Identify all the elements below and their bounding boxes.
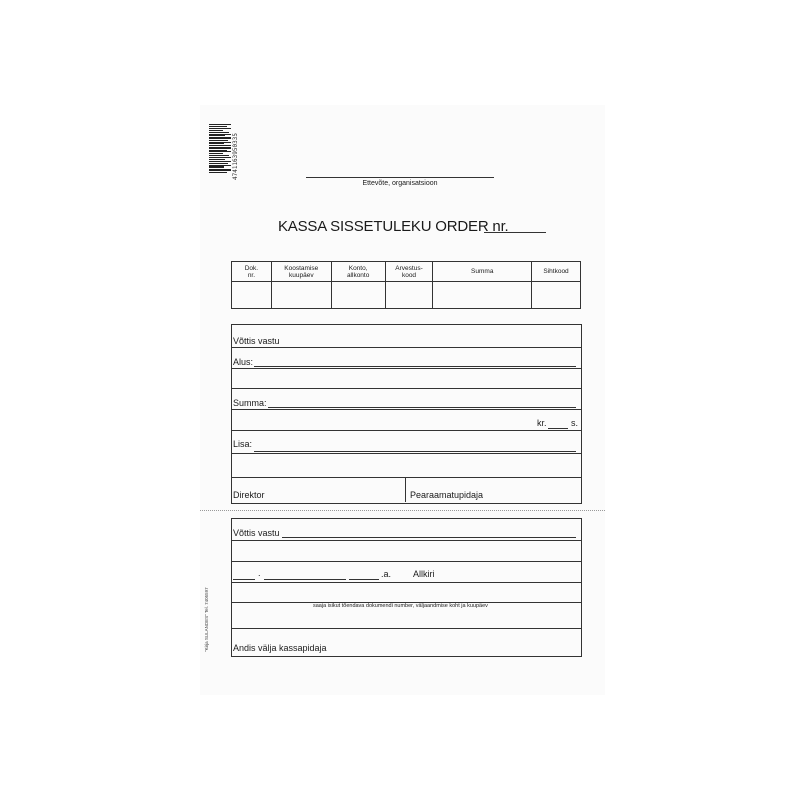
barcode-bar	[209, 126, 227, 127]
barcode-bar	[209, 172, 227, 173]
lisa-field[interactable]	[254, 451, 576, 452]
barcode-digits: 4741163950335	[232, 133, 239, 180]
date-year-suffix: .a.	[381, 569, 392, 579]
row-divider	[231, 561, 581, 562]
kr-label: kr.	[537, 418, 547, 428]
tear-off-line	[200, 510, 605, 511]
cell-dok-nr[interactable]	[232, 282, 272, 309]
row-divider	[231, 582, 581, 583]
barcode-graphic	[209, 124, 231, 180]
org-label: Ettevõte, organisatsioon	[362, 180, 438, 187]
document-table	[231, 261, 581, 309]
barcode-bar	[209, 161, 231, 162]
table-row	[232, 282, 581, 309]
form-title: KASSA SISSETULEKU ORDER nr.	[278, 218, 509, 235]
col-konto-allkonto: Konto, allkonto	[331, 262, 385, 282]
summa-field[interactable]	[268, 407, 576, 408]
alus-label: Alus:	[233, 357, 254, 367]
id-document-note: saaja isikut tõendava dokumendi number, väljaandmise koht ja kuupäev	[313, 603, 488, 609]
col-koostamise-kuupaev: Koostamise kuupäev	[271, 262, 331, 282]
barcode-bar	[209, 132, 229, 133]
receipt-stub-box	[231, 518, 582, 657]
cell-arvestuskood[interactable]	[385, 282, 433, 309]
row-divider	[231, 430, 581, 431]
table-header-row	[232, 262, 581, 282]
barcode-bar	[209, 124, 231, 125]
row-divider	[231, 409, 581, 410]
lisa-label: Lisa:	[233, 439, 253, 449]
barcode-bar	[209, 145, 231, 146]
row-divider	[231, 347, 581, 348]
col-summa: Summa	[433, 262, 532, 282]
row-divider	[231, 388, 581, 389]
date-day-field[interactable]	[233, 579, 255, 580]
row-divider	[231, 477, 581, 478]
cell-sihtkood[interactable]	[532, 282, 581, 309]
barcode-bar	[209, 137, 231, 139]
allkiri-label: Allkiri	[413, 569, 435, 579]
barcode-bar	[209, 153, 223, 154]
org-signature-line	[306, 177, 494, 178]
col-arvestuskood: Arvestus- kood	[385, 262, 433, 282]
barcode-bar	[209, 134, 231, 135]
barcode-bar	[209, 169, 231, 170]
cell-konto[interactable]	[331, 282, 385, 309]
signature-divider	[405, 477, 406, 502]
barcode-bar	[209, 140, 228, 141]
barcode-bar	[209, 135, 225, 136]
vottis-vastu-label: Võttis vastu	[233, 336, 280, 346]
date-year-field[interactable]	[349, 579, 379, 580]
barcode-bar	[209, 128, 231, 130]
barcode-bar	[209, 170, 231, 171]
barcode-bar	[209, 147, 231, 149]
barcode-bar	[209, 165, 231, 166]
row-divider	[231, 628, 581, 629]
col-sihtkood: Sihtkood	[532, 262, 581, 282]
row-divider	[231, 453, 581, 454]
date-dot: .	[258, 568, 261, 578]
pearaamatupidaja-label: Pearaamatupidaja	[410, 490, 484, 500]
row-divider	[231, 540, 581, 541]
barcode-bar	[209, 150, 227, 151]
cell-kuupaev[interactable]	[271, 282, 331, 309]
barcode-bar	[209, 163, 228, 164]
summa-label: Summa:	[233, 398, 267, 408]
barcode-bar	[209, 143, 224, 144]
s-label: s.	[571, 418, 579, 428]
barcode-bar	[209, 142, 231, 143]
date-month-field[interactable]	[264, 579, 346, 580]
cell-summa[interactable]	[433, 282, 532, 309]
kr-field[interactable]	[548, 428, 568, 429]
barcode-bar	[209, 130, 223, 131]
barcode-bar	[209, 157, 231, 158]
col-dok-nr: Dok. nr.	[232, 262, 272, 282]
barcode-bar	[209, 155, 229, 157]
barcode-bar	[209, 166, 224, 168]
direktor-label: Direktor	[233, 490, 265, 500]
barcode-bar	[209, 159, 225, 160]
row-divider	[231, 368, 581, 369]
andis-label: Andis välja kassapidaja	[233, 643, 327, 653]
stub-vottis-vastu-label: Võttis vastu	[233, 528, 280, 538]
order-number-line	[484, 232, 546, 233]
barcode-bar	[209, 151, 231, 152]
stub-vottis-vastu-field[interactable]	[282, 537, 576, 538]
alus-field[interactable]	[254, 366, 576, 367]
printer-imprint: "Kirja SULANDES" Tel. 7405597	[204, 587, 209, 652]
